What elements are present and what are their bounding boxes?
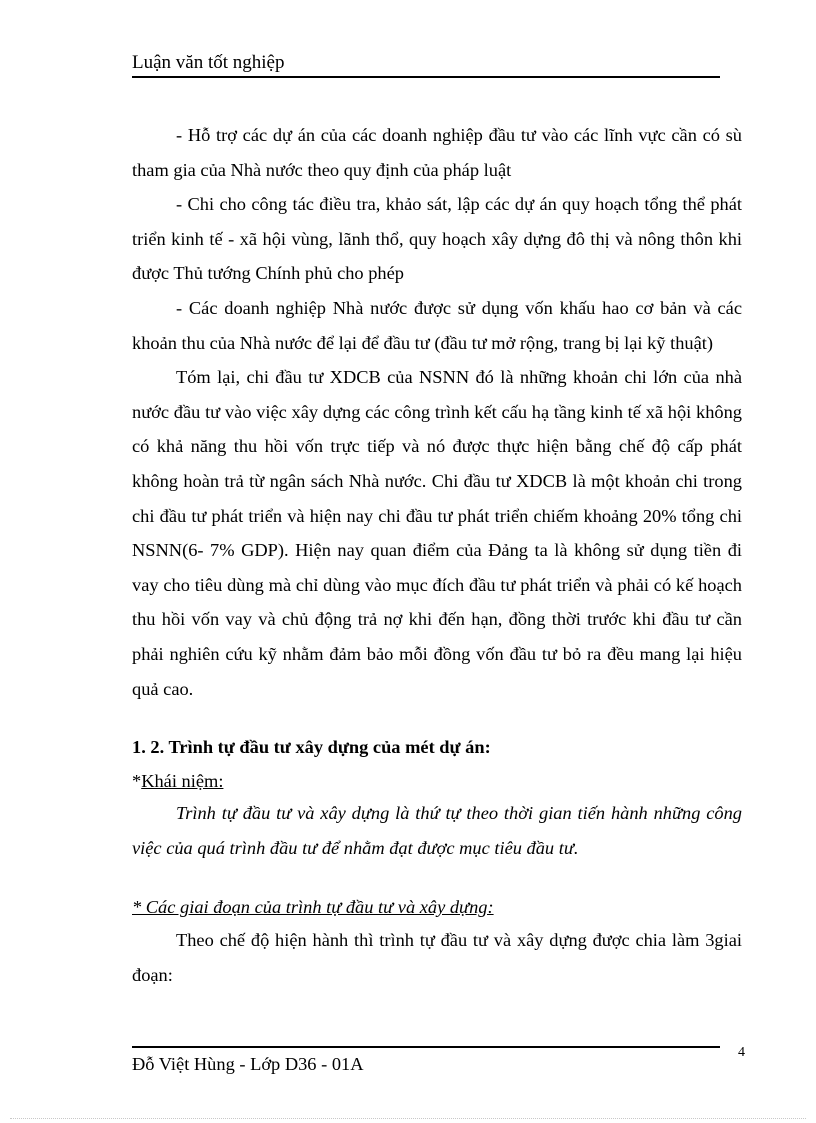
stages-label-text: * Các giai đoạn của trình tự đầu tư và xây dựng: [132,897,494,917]
footer-divider [132,1046,720,1048]
concept-prefix: * [132,771,142,791]
concept-label [132,764,223,798]
page-header [132,52,720,78]
paragraph-survey-costs: - Chi cho công tác điều tra, khảo sát, lập các dự án quy hoạch tổng thể phát triển kinh tế - xã hội vùng, lãnh thổ, quy hoạch xây dựng đô thị và nông thôn khi được Thủ tướng Chính phủ cho phép [132,194,742,284]
body-text [132,118,742,706]
concept-definition: Trình tự đầu tư và xây dựng là thứ tự theo thời gian tiến hành những công việc của quá trình đầu tư để nhằm đạt được mục tiêu đầu tư. [132,803,742,858]
header-title: Luận văn tốt nghiệp [132,52,285,73]
stages-label [132,890,494,924]
paragraph-summary: Tóm lại, chi đầu tư XDCB của NSNN đó là những khoản chi lớn của nhà nước đầu tư vào việc xây dựng các công trình kết cấu hạ tầng kinh tế xã hội không có khả năng thu hồi vốn trực tiếp và nó được thực hiện bằng chế độ cấp phát không hoàn trả từ ngân sách Nhà nước. Chi đầu tư XDCB là một khoản chi trong chi đầu tư phát triển và hiện nay chi đầu tư phát triển chiếm khoảng 20% tổng chi NSNN(6- 7% GDP). Hiện nay quan điểm của Đảng ta là không sử dụng tiền đi vay cho tiêu dùng mà chỉ dùng vào mục đích đầu tư phát triển và phải có kế hoạch thu hồi vốn vay và chủ động trả nợ khi đến hạn, đồng thời trước khi đầu tư cần phải nghiên cứu kỹ nhằm đảm bảo mỗi đồng vốn đầu tư bỏ ra đều mang lại hiệu quả cao. [132,367,742,699]
paragraph-state-enterprises: - Các doanh nghiệp Nhà nước được sử dụng vốn khấu hao cơ bản và các khoản thu của Nhà nước để lại để đầu tư (đầu tư mở rộng, trang bị lại kỹ thuật) [132,297,742,353]
paragraph-support-projects: - Hỗ trợ các dự án của các doanh nghiệp đầu tư vào các lĩnh vực cần có sù tham gia của Nhà nước theo quy định của pháp luật [132,125,742,180]
page-number: 4 [738,1045,745,1060]
section-heading: 1. 2. Trình tự đầu tư xây dựng của mét dự án: [132,737,491,757]
page-edge-divider [10,1118,806,1119]
footer-author: Đỗ Việt Hùng - Lớp D36 - 01A [132,1054,364,1074]
concept-label-text: Khái niệm: [141,771,224,791]
stages-paragraph: Theo chế độ hiện hành thì trình tự đầu tư và xây dựng được chia làm 3giai đoạn: [132,930,742,985]
